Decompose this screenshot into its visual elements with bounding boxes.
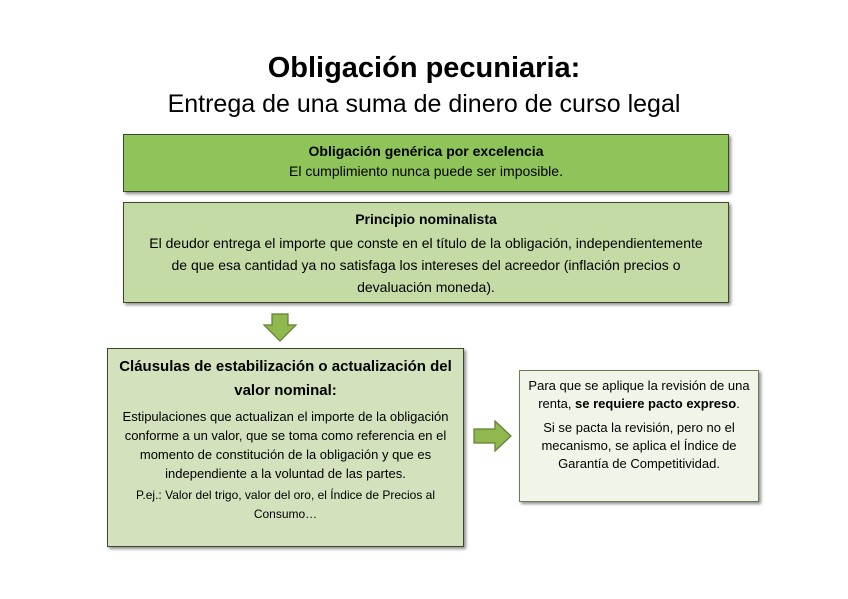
box-revision-text-2: Si se pacta la revisión, pero no el mecanismo, se aplica el Índice de Garantía de Competitividad. bbox=[541, 420, 737, 471]
box-obligacion-generica-text: El cumplimiento nunca puede ser imposible. bbox=[289, 163, 563, 179]
box-revision-text-1-bold: se requiere pacto expreso bbox=[575, 396, 737, 411]
box-principio-nominalista-text: El deudor entrega el importe que conste en el título de la obligación, independientemente de que esa cantidad ya no satisfaga los intereses del acreedor (inflación precios o devaluación moneda). bbox=[149, 235, 703, 295]
box-clausulas-text: Estipulaciones que actualizan el importe de la obligación conforme a un valor, que se toma como referencia en el momento de constitución de la obligación y que es independiente a la voluntad de las partes. bbox=[122, 409, 449, 481]
box-revision-renta bbox=[519, 370, 759, 502]
box-clausulas-estabilizacion bbox=[107, 348, 464, 547]
arrow-right-shape bbox=[474, 421, 511, 451]
diagram-title: Obligación pecuniaria: bbox=[267, 52, 581, 84]
box-revision-text-1 bbox=[528, 377, 750, 413]
box-clausulas-heading: Cláusulas de estabilización o actualización del valor nominal: bbox=[119, 358, 452, 399]
box-revision-text-1-start: Para que se aplique la revisión de una renta, bbox=[528, 378, 750, 411]
diagram-subtitle: Entrega de una suma de dinero de curso legal bbox=[167, 90, 681, 118]
arrow-right-icon bbox=[473, 420, 513, 452]
box-clausulas-example: P.ej.: Valor del trigo, valor del oro, el Índice de Precios al Consumo… bbox=[135, 488, 436, 521]
box-obligacion-generica-heading: Obligación genérica por excelencia bbox=[308, 143, 544, 159]
box-principio-nominalista bbox=[123, 202, 729, 303]
arrow-down-shape bbox=[264, 314, 296, 341]
box-obligacion-generica bbox=[123, 134, 729, 192]
arrow-down-icon bbox=[262, 313, 298, 343]
box-principio-nominalista-heading: Principio nominalista bbox=[355, 211, 497, 227]
box-revision-text-1-end: . bbox=[736, 396, 740, 411]
